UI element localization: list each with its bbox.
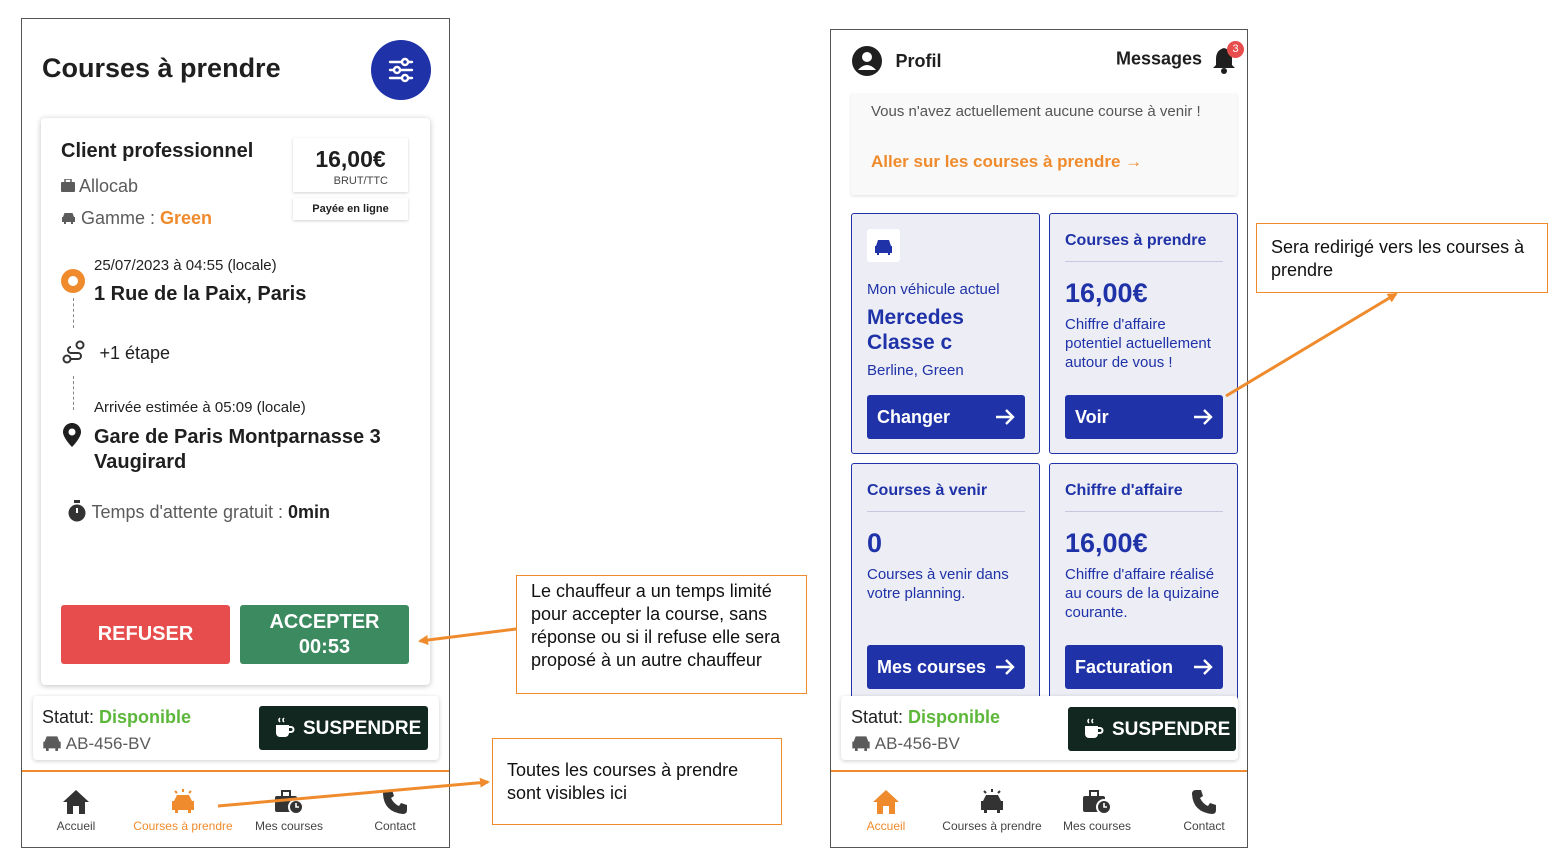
profile-label: Profil	[895, 50, 942, 71]
nav-my-courses-label: Mes courses	[254, 819, 324, 833]
upcoming-text: Courses à venir dans votre planning.	[867, 566, 1009, 602]
pickup-address: 1 Rue de la Paix, Paris	[94, 283, 307, 305]
upcoming-value: 0	[867, 528, 883, 558]
view-button[interactable]	[1065, 395, 1223, 439]
home-screen	[830, 29, 1248, 848]
accept-label: ACCEPTER	[269, 611, 380, 633]
plate-number: AB-456-BV	[874, 734, 960, 753]
suspend-button[interactable]	[259, 706, 428, 750]
vehicle-name: Mercedes Classe c	[867, 306, 964, 354]
messages-label: Messages	[1116, 48, 1203, 69]
stops-row[interactable]	[61, 340, 170, 364]
suspend-label: SUSPENDRE	[303, 718, 422, 739]
nav-my-courses[interactable]	[249, 789, 329, 833]
notice-card	[851, 94, 1237, 195]
upcoming-title: Courses à venir	[867, 482, 988, 499]
status-bar	[33, 696, 439, 760]
billing-label: Facturation	[1075, 657, 1174, 677]
stopwatch-icon	[67, 500, 87, 522]
route-icon	[61, 340, 87, 364]
nav-home-label: Accueil	[866, 819, 906, 833]
available-value: 16,00€	[1065, 278, 1148, 308]
available-text: Chiffre d'affaire potentiel actuellement autour de vous !	[1065, 316, 1211, 371]
arrow-right-icon	[995, 408, 1015, 426]
price-value: 16,00€	[315, 146, 386, 172]
car-icon	[61, 212, 76, 224]
messages-link[interactable]	[1116, 44, 1241, 74]
dropoff-address: Gare de Paris Montparnasse 3 Vaugirard	[94, 426, 381, 473]
vehicle-label: Mon véhicule actuel	[867, 281, 1000, 298]
tile-divider	[867, 511, 1025, 512]
profile-link[interactable]	[851, 45, 941, 77]
change-label: Changer	[877, 407, 951, 427]
company-row	[61, 176, 138, 197]
vehicle-detail: Berline, Green	[867, 362, 964, 379]
my-courses-button[interactable]	[867, 645, 1025, 689]
route-divider	[73, 298, 74, 328]
price-box	[293, 138, 408, 192]
suspend-button[interactable]	[1068, 707, 1236, 751]
plate-row	[851, 734, 960, 754]
briefcase-clock-icon	[1082, 789, 1112, 815]
arrow-right-icon	[1193, 658, 1213, 676]
briefcase-icon	[61, 179, 75, 192]
suspend-label: SUSPENDRE	[1112, 719, 1231, 740]
phone-icon	[1191, 789, 1217, 815]
status-label: Statut:	[42, 707, 100, 727]
plate-number: AB-456-BV	[65, 734, 151, 753]
company-name: Allocab	[79, 176, 139, 196]
status-value: Disponible	[908, 707, 1001, 727]
refuse-button[interactable]: REFUSER	[61, 605, 230, 664]
page-title: Courses à prendre	[42, 53, 281, 83]
nav-courses[interactable]	[936, 789, 1048, 833]
coffee-icon	[275, 717, 295, 739]
status-label: Statut:	[851, 707, 909, 727]
payment-tag: Payée en ligne	[293, 198, 408, 220]
car-icon	[42, 735, 62, 751]
nav-my-courses[interactable]	[1057, 789, 1137, 833]
status-bar	[841, 696, 1238, 760]
nav-annotation: Toutes les courses à prendre sont visibles ici	[492, 738, 782, 825]
arrival-time: Arrivée estimée à 05:09 (locale)	[94, 399, 306, 416]
plate-row	[42, 734, 151, 754]
home-icon	[872, 789, 900, 815]
timer-annotation: Le chauffeur a un temps limité pour accepter la course, sans réponse ou si il refuse elle sera proposé à un autre chauffeur	[516, 575, 807, 694]
nav-contact[interactable]	[1164, 789, 1244, 833]
nav-courses-label: Courses à prendre	[942, 819, 1042, 833]
nav-contact-label: Contact	[1183, 819, 1225, 833]
revenue-text: Chiffre d'affaire réalisé au cours de la quizaine courante.	[1065, 566, 1220, 621]
courses-screen	[21, 18, 450, 848]
tile-divider	[1065, 511, 1223, 512]
arrow-to-view	[1226, 294, 1396, 396]
redirect-annotation: Sera redirigé vers les courses à prendre	[1256, 223, 1548, 293]
available-tile	[1049, 213, 1238, 454]
status-row	[851, 707, 1000, 728]
view-label: Voir	[1075, 407, 1109, 427]
pickup-time: 25/07/2023 à 04:55 (locale)	[94, 257, 277, 274]
wait-row	[67, 500, 330, 523]
car-icon	[867, 229, 900, 262]
taxi-icon	[169, 789, 197, 815]
revenue-tile	[1049, 463, 1238, 704]
nav-my-courses-label: Mes courses	[1062, 819, 1132, 833]
status-row	[42, 707, 191, 728]
notice-link[interactable]: Aller sur les courses à prendre →	[871, 152, 1143, 171]
arrow-right-icon	[995, 658, 1015, 676]
pickup-marker-icon	[61, 269, 85, 293]
nav-divider	[22, 770, 450, 772]
user-icon	[851, 45, 883, 77]
accept-button[interactable]	[240, 605, 409, 664]
taxi-icon	[978, 789, 1006, 815]
nav-courses-label: Courses à prendre	[133, 819, 233, 833]
available-title: Courses à prendre	[1065, 232, 1207, 249]
revenue-value: 16,00€	[1065, 528, 1148, 558]
status-value: Disponible	[99, 707, 192, 727]
range-row	[61, 208, 212, 229]
stops-text: +1 étape	[99, 343, 171, 363]
filter-button[interactable]	[371, 40, 431, 100]
accept-timer: 00:53	[298, 636, 351, 658]
vehicle-tile	[851, 213, 1040, 454]
upcoming-tile	[851, 463, 1040, 704]
nav-home[interactable]	[36, 789, 116, 833]
nav-home[interactable]	[846, 789, 926, 833]
change-vehicle-button[interactable]	[867, 395, 1025, 439]
wait-label: Temps d'attente gratuit :	[91, 502, 288, 522]
ride-card[interactable]	[41, 118, 430, 685]
home-icon	[62, 789, 90, 815]
briefcase-clock-icon	[274, 789, 304, 815]
coffee-icon	[1084, 718, 1104, 740]
nav-contact[interactable]	[355, 789, 435, 833]
tile-divider	[1065, 261, 1223, 262]
nav-contact-label: Contact	[374, 819, 416, 833]
my-courses-label: Mes courses	[877, 657, 987, 677]
billing-button[interactable]	[1065, 645, 1223, 689]
notice-text: Vous n'avez actuellement aucune course à venir !	[871, 103, 1201, 120]
revenue-title: Chiffre d'affaire	[1065, 482, 1183, 499]
nav-divider	[831, 770, 1248, 772]
car-icon	[851, 735, 871, 751]
dropoff-marker-icon	[63, 423, 81, 452]
nav-home-label: Accueil	[56, 819, 96, 833]
arrow-right-icon	[1193, 408, 1213, 426]
sliders-icon	[371, 40, 431, 100]
route-divider	[73, 376, 74, 410]
range-value: Green	[160, 208, 213, 228]
nav-courses[interactable]	[127, 789, 239, 833]
wait-value: 0min	[288, 502, 331, 522]
price-note: BRUT/TTC	[333, 175, 388, 187]
client-type: Client professionnel	[61, 140, 254, 162]
message-badge: 3	[1227, 41, 1244, 58]
range-label: Gamme :	[81, 208, 161, 228]
phone-icon	[382, 789, 408, 815]
